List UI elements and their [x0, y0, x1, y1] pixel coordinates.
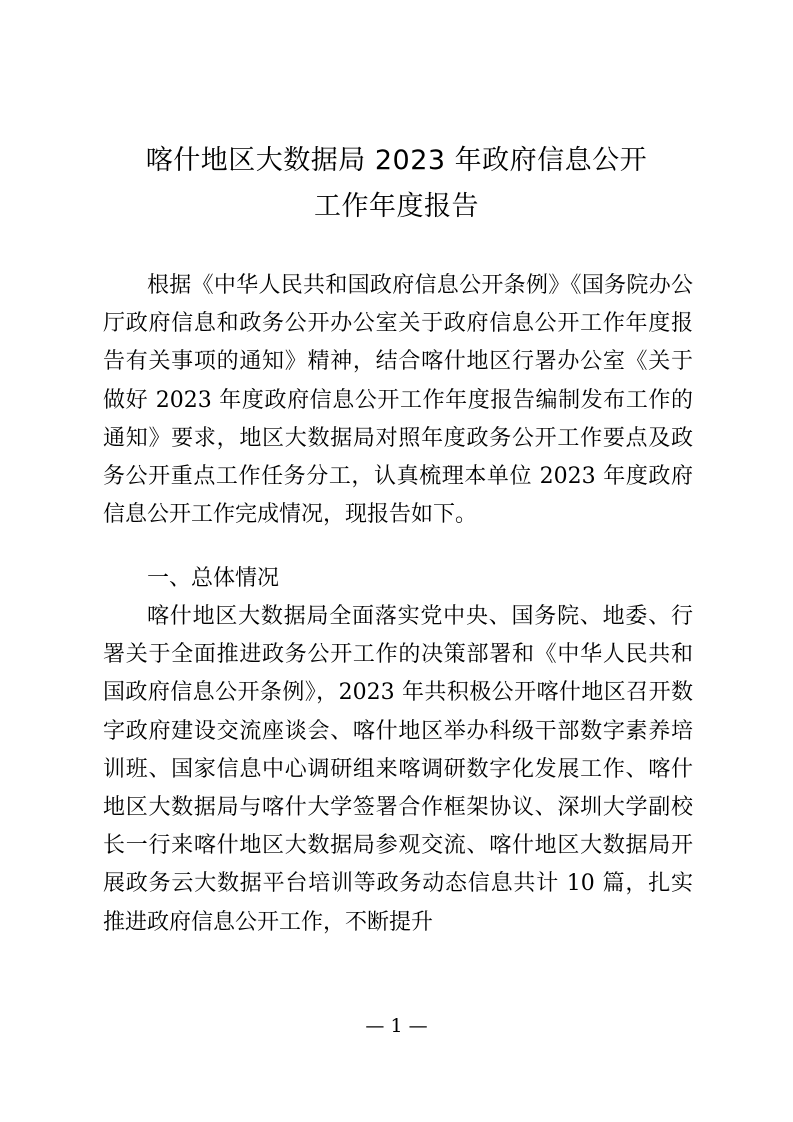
overview-paragraph: 喀什地区大数据局全面落实党中央、国务院、地委、行署关于全面推进政务公开工作的决策部署和《中华人民共和国政府信息公开条例》，2023 年共积极公开喀什地区召开数字政府建设交流座谈会、喀什地区举办科级干部数字素养培训班、国家信息中心调研组来喀调研数字化发展工作、喀什地区大数据局与喀什大学签署合作框架协议、深圳大学副校长一行来喀什地区大数据局参观交流、喀什地区大数据局开展政务云大数据平台培训等政务动态信息共计 10 篇，扎实推进政府信息公开工作，不断提升 [103, 604, 693, 935]
section-heading-overview: 一、总体情况 [147, 566, 280, 591]
page-number: — 1 — [365, 1015, 428, 1037]
intro-paragraph: 根据《中华人民共和国政府信息公开条例》《国务院办公厅政府信息和政务公开办公室关于政府信息公开工作年度报告有关事项的通知》精神，结合喀什地区行署办公室《关于做好 2023 年度政府信息公开工作年度报告编制发布工作的通知》要求，地区大数据局对照年度政务公开工作要点及政务公开重点工作任务分工，认真梳理本单位 2023 年度政府信息公开工作完成情况，现报告如下。 [103, 273, 693, 528]
document-title-line-2: 工作年度报告 [314, 191, 479, 222]
document-title-line-1: 喀什地区大数据局 2023 年政府信息公开 [145, 145, 648, 176]
